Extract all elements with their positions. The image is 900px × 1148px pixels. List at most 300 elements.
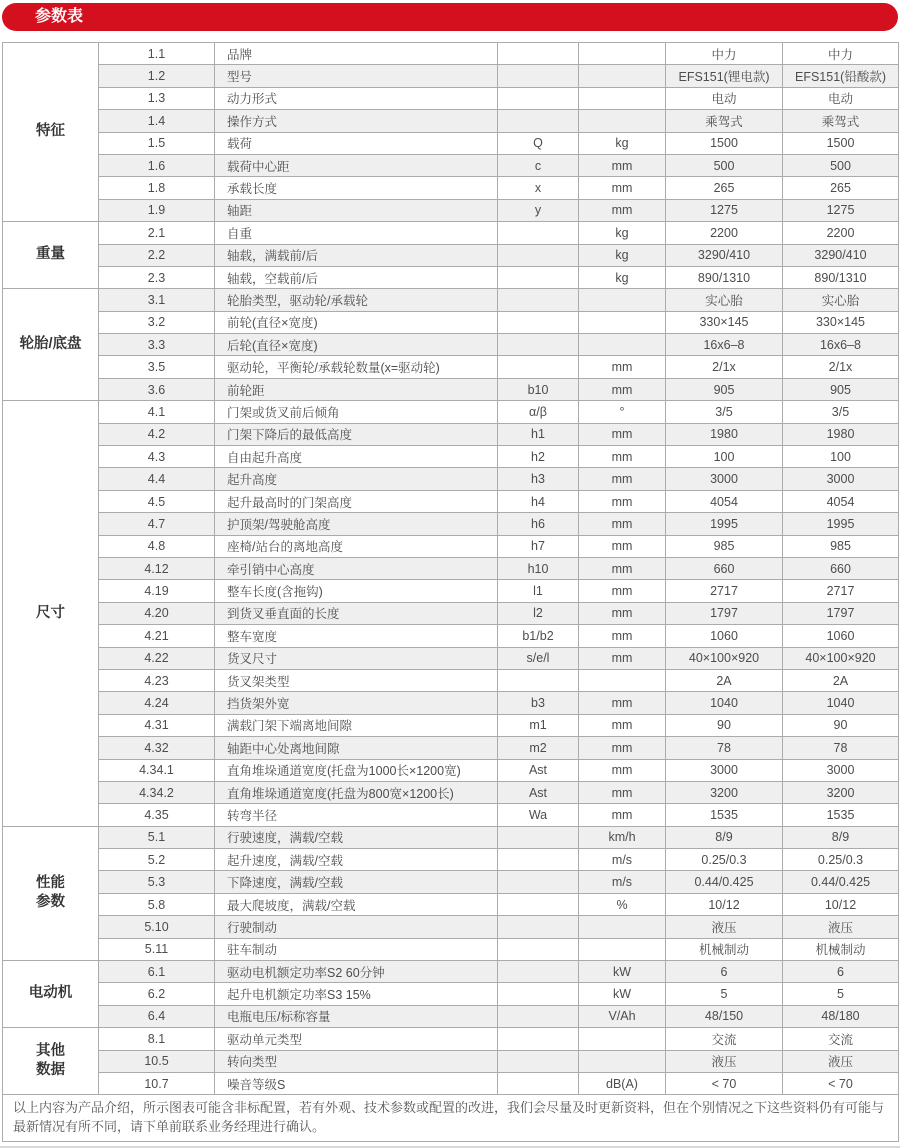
category-cell: 重量 [3, 222, 99, 289]
cell-value-lithium: 液压 [666, 916, 783, 938]
spec-table-body [3, 43, 899, 1142]
cell-row-number: 4.8 [99, 535, 215, 557]
section-banner [2, 3, 898, 31]
cell-value-lead-acid: 90 [783, 714, 899, 736]
cell-parameter-name: 货叉尺寸 [215, 647, 498, 669]
cell-parameter-name: 动力形式 [215, 87, 498, 109]
cell-parameter-name: 承载长度 [215, 177, 498, 199]
table-row [3, 669, 899, 691]
cell-value-lead-acid: 6 [783, 961, 899, 983]
cell-value-lead-acid: 2A [783, 669, 899, 691]
cell-unit: kg [579, 266, 666, 288]
cell-symbol [498, 65, 579, 87]
cell-parameter-name: 自由起升高度 [215, 446, 498, 468]
page-title: 参数表 [35, 8, 84, 25]
category-cell: 尺寸 [3, 401, 99, 826]
cell-symbol: h1 [498, 423, 579, 445]
cell-parameter-name: 驱动单元类型 [215, 1028, 498, 1050]
cell-value-lead-acid: 10/12 [783, 893, 899, 915]
cell-parameter-name: 驱动电机额定功率S2 60分钟 [215, 961, 498, 983]
cell-unit: kW [579, 983, 666, 1005]
footer-row [3, 1095, 899, 1142]
cell-row-number: 2.2 [99, 244, 215, 266]
table-row [3, 401, 899, 423]
cell-unit: kg [579, 244, 666, 266]
cell-row-number: 10.7 [99, 1072, 215, 1094]
cell-value-lead-acid: 48/180 [783, 1005, 899, 1027]
table-row [3, 1028, 899, 1050]
table-row [3, 289, 899, 311]
cell-parameter-name: 直角堆垛通道宽度(托盘为800宽×1200长) [215, 781, 498, 803]
cell-row-number: 5.3 [99, 871, 215, 893]
table-row [3, 468, 899, 490]
cell-value-lead-acid: 890/1310 [783, 266, 899, 288]
cell-symbol: b1/b2 [498, 625, 579, 647]
cell-value-lead-acid: 40×100×920 [783, 647, 899, 669]
cell-unit: mm [579, 446, 666, 468]
cell-parameter-name: 噪音等级S [215, 1072, 498, 1094]
cell-parameter-name: 牵引销中心高度 [215, 557, 498, 579]
cell-symbol [498, 110, 579, 132]
cell-symbol [498, 289, 579, 311]
cell-unit: mm [579, 804, 666, 826]
cell-row-number: 1.3 [99, 87, 215, 109]
cell-unit: m/s [579, 849, 666, 871]
cell-parameter-name: 门架或货叉前后倾角 [215, 401, 498, 423]
cell-row-number: 4.35 [99, 804, 215, 826]
table-row [3, 647, 899, 669]
cell-row-number: 4.21 [99, 625, 215, 647]
table-row [3, 625, 899, 647]
cell-symbol: l2 [498, 602, 579, 624]
category-cell: 其他 数据 [3, 1028, 99, 1095]
cell-symbol: c [498, 154, 579, 176]
cell-unit [579, 669, 666, 691]
cell-value-lithium: 乘驾式 [666, 110, 783, 132]
table-row [3, 580, 899, 602]
cell-row-number: 1.5 [99, 132, 215, 154]
cell-symbol: m2 [498, 737, 579, 759]
cell-value-lithium: 8/9 [666, 826, 783, 848]
cell-row-number: 2.1 [99, 222, 215, 244]
cell-row-number: 10.5 [99, 1050, 215, 1072]
table-row [3, 759, 899, 781]
table-row [3, 893, 899, 915]
cell-parameter-name: 起升速度，满载/空载 [215, 849, 498, 871]
cell-unit: kW [579, 961, 666, 983]
cell-value-lead-acid: 330×145 [783, 311, 899, 333]
cell-row-number: 4.7 [99, 513, 215, 535]
cell-unit: % [579, 893, 666, 915]
cell-value-lead-acid: 交流 [783, 1028, 899, 1050]
cell-symbol [498, 334, 579, 356]
table-row [3, 334, 899, 356]
cell-symbol: Ast [498, 759, 579, 781]
cell-value-lithium: 40×100×920 [666, 647, 783, 669]
cell-unit [579, 334, 666, 356]
cell-unit [579, 87, 666, 109]
cell-symbol: h10 [498, 557, 579, 579]
cell-symbol [498, 43, 579, 65]
cell-symbol: h4 [498, 490, 579, 512]
cell-value-lead-acid: 2200 [783, 222, 899, 244]
cell-unit [579, 1050, 666, 1072]
cell-parameter-name: 电瓶电压/标称容量 [215, 1005, 498, 1027]
cell-unit: km/h [579, 826, 666, 848]
cell-value-lithium: 3/5 [666, 401, 783, 423]
table-row [3, 983, 899, 1005]
table-row [3, 781, 899, 803]
cell-parameter-name: 座椅/站台的离地高度 [215, 535, 498, 557]
cell-row-number: 6.2 [99, 983, 215, 1005]
cell-value-lithium: 78 [666, 737, 783, 759]
cell-unit: mm [579, 490, 666, 512]
cell-symbol [498, 1050, 579, 1072]
cell-symbol: h6 [498, 513, 579, 535]
cell-parameter-name: 整车长度(含拖钩) [215, 580, 498, 602]
cell-symbol [498, 1028, 579, 1050]
cell-parameter-name: 前轮距 [215, 378, 498, 400]
cell-value-lead-acid: 1797 [783, 602, 899, 624]
cell-parameter-name: 驻车制动 [215, 938, 498, 960]
cell-value-lead-acid: 8/9 [783, 826, 899, 848]
cell-value-lithium: 6 [666, 961, 783, 983]
cell-row-number: 5.2 [99, 849, 215, 871]
table-row [3, 1072, 899, 1094]
cell-value-lithium: 实心胎 [666, 289, 783, 311]
cell-unit: kg [579, 132, 666, 154]
cell-row-number: 4.34.2 [99, 781, 215, 803]
cell-symbol [498, 266, 579, 288]
cell-row-number: 1.9 [99, 199, 215, 221]
cell-parameter-name: 轴载，满载前/后 [215, 244, 498, 266]
cell-row-number: 4.3 [99, 446, 215, 468]
cell-value-lead-acid: 5 [783, 983, 899, 1005]
cell-row-number: 5.8 [99, 893, 215, 915]
disclaimer-text: 以上内容为产品介绍，所示图表可能含非标配置，若有外观、技术参数或配置的改进，我们会尽量及时更新资料，但在个别情况之下这些资料仍有可能与最新情况有所不同，请下单前联系业务经理进行确认。 [3, 1095, 899, 1142]
cell-unit [579, 65, 666, 87]
cell-row-number: 4.23 [99, 669, 215, 691]
cell-value-lithium: 3200 [666, 781, 783, 803]
cell-parameter-name: 货叉架类型 [215, 669, 498, 691]
cell-value-lead-acid: 1275 [783, 199, 899, 221]
cell-unit: mm [579, 535, 666, 557]
table-row [3, 446, 899, 468]
cell-parameter-name: 到货叉垂直面的长度 [215, 602, 498, 624]
cell-value-lead-acid: 16x6–8 [783, 334, 899, 356]
cell-value-lithium: < 70 [666, 1072, 783, 1094]
cell-row-number: 1.6 [99, 154, 215, 176]
cell-unit: mm [579, 378, 666, 400]
cell-value-lithium: 48/150 [666, 1005, 783, 1027]
category-cell: 特征 [3, 43, 99, 222]
cell-row-number: 1.8 [99, 177, 215, 199]
cell-symbol [498, 916, 579, 938]
cell-symbol: Q [498, 132, 579, 154]
cell-parameter-name: 门架下降后的最低高度 [215, 423, 498, 445]
table-row [3, 602, 899, 624]
cell-row-number: 2.3 [99, 266, 215, 288]
cell-value-lead-acid: 1980 [783, 423, 899, 445]
cell-row-number: 1.4 [99, 110, 215, 132]
cell-row-number: 3.3 [99, 334, 215, 356]
cell-parameter-name: 满载门架下端离地间隙 [215, 714, 498, 736]
cell-row-number: 4.5 [99, 490, 215, 512]
table-row [3, 43, 899, 65]
cell-unit: mm [579, 647, 666, 669]
cell-value-lithium: 1060 [666, 625, 783, 647]
cell-symbol: b10 [498, 378, 579, 400]
cell-value-lead-acid: 乘驾式 [783, 110, 899, 132]
cell-parameter-name: 轴距 [215, 199, 498, 221]
cell-value-lithium: 90 [666, 714, 783, 736]
cell-parameter-name: 行驶速度，满载/空载 [215, 826, 498, 848]
cell-unit: mm [579, 625, 666, 647]
cell-value-lead-acid: 78 [783, 737, 899, 759]
cell-value-lithium: EFS151(锂电款) [666, 65, 783, 87]
table-row [3, 490, 899, 512]
cell-value-lead-acid: 1500 [783, 132, 899, 154]
cell-value-lithium: 10/12 [666, 893, 783, 915]
cell-unit: mm [579, 692, 666, 714]
cell-unit: ° [579, 401, 666, 423]
cell-row-number: 3.6 [99, 378, 215, 400]
cell-symbol [498, 871, 579, 893]
cell-value-lead-acid: 660 [783, 557, 899, 579]
cell-symbol: Wa [498, 804, 579, 826]
cell-value-lithium: 1500 [666, 132, 783, 154]
cell-parameter-name: 轴载，空载前/后 [215, 266, 498, 288]
cell-unit: mm [579, 759, 666, 781]
cell-parameter-name: 载荷中心距 [215, 154, 498, 176]
cell-symbol [498, 222, 579, 244]
cell-value-lithium: 3000 [666, 468, 783, 490]
cell-row-number: 6.4 [99, 1005, 215, 1027]
cell-row-number: 4.4 [99, 468, 215, 490]
cell-unit [579, 289, 666, 311]
cell-value-lead-acid: 1040 [783, 692, 899, 714]
cell-value-lead-acid: 985 [783, 535, 899, 557]
table-row [3, 535, 899, 557]
cell-value-lithium: 500 [666, 154, 783, 176]
table-row [3, 177, 899, 199]
cell-value-lithium: 0.25/0.3 [666, 849, 783, 871]
cell-symbol: l1 [498, 580, 579, 602]
cell-value-lead-acid: < 70 [783, 1072, 899, 1094]
table-row [3, 938, 899, 960]
cell-value-lead-acid: 265 [783, 177, 899, 199]
table-row [3, 378, 899, 400]
cell-unit: mm [579, 737, 666, 759]
cell-row-number: 5.1 [99, 826, 215, 848]
table-row [3, 871, 899, 893]
cell-value-lithium: 2A [666, 669, 783, 691]
table-row [3, 87, 899, 109]
cell-unit [579, 1028, 666, 1050]
cell-parameter-name: 直角堆垛通道宽度(托盘为1000长×1200宽) [215, 759, 498, 781]
cell-value-lead-acid: 4054 [783, 490, 899, 512]
cell-value-lead-acid: 0.25/0.3 [783, 849, 899, 871]
cell-value-lead-acid: 液压 [783, 916, 899, 938]
table-row [3, 222, 899, 244]
cell-value-lithium: 3000 [666, 759, 783, 781]
cell-value-lithium: 电动 [666, 87, 783, 109]
table-row [3, 199, 899, 221]
cell-row-number: 8.1 [99, 1028, 215, 1050]
cell-value-lead-acid: 2/1x [783, 356, 899, 378]
table-row [3, 1005, 899, 1027]
table-row [3, 311, 899, 333]
cell-value-lithium: 2717 [666, 580, 783, 602]
cell-unit: mm [579, 468, 666, 490]
cell-value-lithium: 1040 [666, 692, 783, 714]
cell-symbol [498, 938, 579, 960]
cell-value-lithium: 液压 [666, 1050, 783, 1072]
cell-value-lead-acid: 3290/410 [783, 244, 899, 266]
cell-parameter-name: 轴距中心处离地间隙 [215, 737, 498, 759]
cell-value-lead-acid: 905 [783, 378, 899, 400]
cell-unit: mm [579, 781, 666, 803]
cell-row-number: 1.2 [99, 65, 215, 87]
cell-value-lithium: 1995 [666, 513, 783, 535]
cell-row-number: 6.1 [99, 961, 215, 983]
cell-unit: V/Ah [579, 1005, 666, 1027]
cell-value-lithium: 330×145 [666, 311, 783, 333]
table-row [3, 849, 899, 871]
cell-parameter-name: 挡货架外宽 [215, 692, 498, 714]
cell-unit: mm [579, 557, 666, 579]
table-row [3, 513, 899, 535]
cell-parameter-name: 最大爬坡度，满载/空载 [215, 893, 498, 915]
cell-parameter-name: 整车宽度 [215, 625, 498, 647]
cell-row-number: 3.2 [99, 311, 215, 333]
cell-symbol [498, 983, 579, 1005]
category-cell: 轮胎/底盘 [3, 289, 99, 401]
cell-value-lithium: 660 [666, 557, 783, 579]
cell-value-lithium: 4054 [666, 490, 783, 512]
cell-unit: mm [579, 714, 666, 736]
cell-value-lead-acid: 3000 [783, 468, 899, 490]
category-cell: 性能 参数 [3, 826, 99, 960]
cell-symbol [498, 961, 579, 983]
cell-unit: mm [579, 199, 666, 221]
cell-row-number: 4.34.1 [99, 759, 215, 781]
cell-value-lithium: 机械制动 [666, 938, 783, 960]
cell-symbol [498, 356, 579, 378]
table-row [3, 826, 899, 848]
cell-parameter-name: 驱动轮，平衡轮/承载轮数量(x=驱动轮) [215, 356, 498, 378]
table-row [3, 692, 899, 714]
cell-value-lead-acid: 1995 [783, 513, 899, 535]
cell-value-lead-acid: 2717 [783, 580, 899, 602]
cell-parameter-name: 起升最高时的门架高度 [215, 490, 498, 512]
cell-value-lead-acid: EFS151(铅酸款) [783, 65, 899, 87]
cell-symbol: s/e/l [498, 647, 579, 669]
table-row [3, 557, 899, 579]
cell-value-lead-acid: 液压 [783, 1050, 899, 1072]
cell-row-number: 4.2 [99, 423, 215, 445]
cell-symbol [498, 669, 579, 691]
cell-unit: mm [579, 177, 666, 199]
cell-row-number: 3.1 [99, 289, 215, 311]
table-row [3, 737, 899, 759]
cell-row-number: 4.24 [99, 692, 215, 714]
cell-row-number: 3.5 [99, 356, 215, 378]
cell-parameter-name: 下降速度，满载/空载 [215, 871, 498, 893]
cell-symbol [498, 244, 579, 266]
cell-row-number: 4.32 [99, 737, 215, 759]
cell-unit: m/s [579, 871, 666, 893]
cell-symbol [498, 311, 579, 333]
cell-parameter-name: 转向类型 [215, 1050, 498, 1072]
cell-parameter-name: 操作方式 [215, 110, 498, 132]
cell-symbol: α/β [498, 401, 579, 423]
table-row [3, 266, 899, 288]
cell-row-number: 4.12 [99, 557, 215, 579]
cell-row-number: 4.1 [99, 401, 215, 423]
cell-symbol: h2 [498, 446, 579, 468]
cell-parameter-name: 起升电机额定功率S3 15% [215, 983, 498, 1005]
cell-symbol [498, 826, 579, 848]
table-row [3, 916, 899, 938]
cell-value-lithium: 交流 [666, 1028, 783, 1050]
cell-parameter-name: 型号 [215, 65, 498, 87]
cell-value-lithium: 2/1x [666, 356, 783, 378]
cell-symbol: b3 [498, 692, 579, 714]
table-row [3, 154, 899, 176]
cell-unit: kg [579, 222, 666, 244]
cell-row-number: 5.10 [99, 916, 215, 938]
cell-value-lithium: 985 [666, 535, 783, 557]
cell-value-lithium: 265 [666, 177, 783, 199]
cell-value-lithium: 中力 [666, 43, 783, 65]
table-row [3, 423, 899, 445]
cell-value-lead-acid: 中力 [783, 43, 899, 65]
cell-value-lithium: 100 [666, 446, 783, 468]
cell-parameter-name: 自重 [215, 222, 498, 244]
table-row [3, 1050, 899, 1072]
cell-symbol: x [498, 177, 579, 199]
cell-value-lithium: 890/1310 [666, 266, 783, 288]
cell-value-lithium: 1797 [666, 602, 783, 624]
cell-symbol [498, 1072, 579, 1094]
category-cell: 电动机 [3, 961, 99, 1028]
cell-parameter-name: 后轮(直径×宽度) [215, 334, 498, 356]
cell-symbol [498, 849, 579, 871]
cell-value-lead-acid: 3000 [783, 759, 899, 781]
cell-unit [579, 938, 666, 960]
cell-parameter-name: 行驶制动 [215, 916, 498, 938]
cell-unit: mm [579, 602, 666, 624]
cell-unit: mm [579, 154, 666, 176]
spec-table [2, 42, 899, 1142]
cell-symbol [498, 893, 579, 915]
cell-value-lead-acid: 3/5 [783, 401, 899, 423]
cell-value-lithium: 1275 [666, 199, 783, 221]
cell-value-lithium: 0.44/0.425 [666, 871, 783, 893]
cell-row-number: 4.20 [99, 602, 215, 624]
cell-unit: mm [579, 580, 666, 602]
cell-unit: mm [579, 423, 666, 445]
table-row [3, 714, 899, 736]
cell-value-lead-acid: 1535 [783, 804, 899, 826]
cell-value-lithium: 5 [666, 983, 783, 1005]
cell-unit: dB(A) [579, 1072, 666, 1094]
cell-parameter-name: 品牌 [215, 43, 498, 65]
table-row [3, 961, 899, 983]
cell-unit: mm [579, 513, 666, 535]
cell-symbol: m1 [498, 714, 579, 736]
